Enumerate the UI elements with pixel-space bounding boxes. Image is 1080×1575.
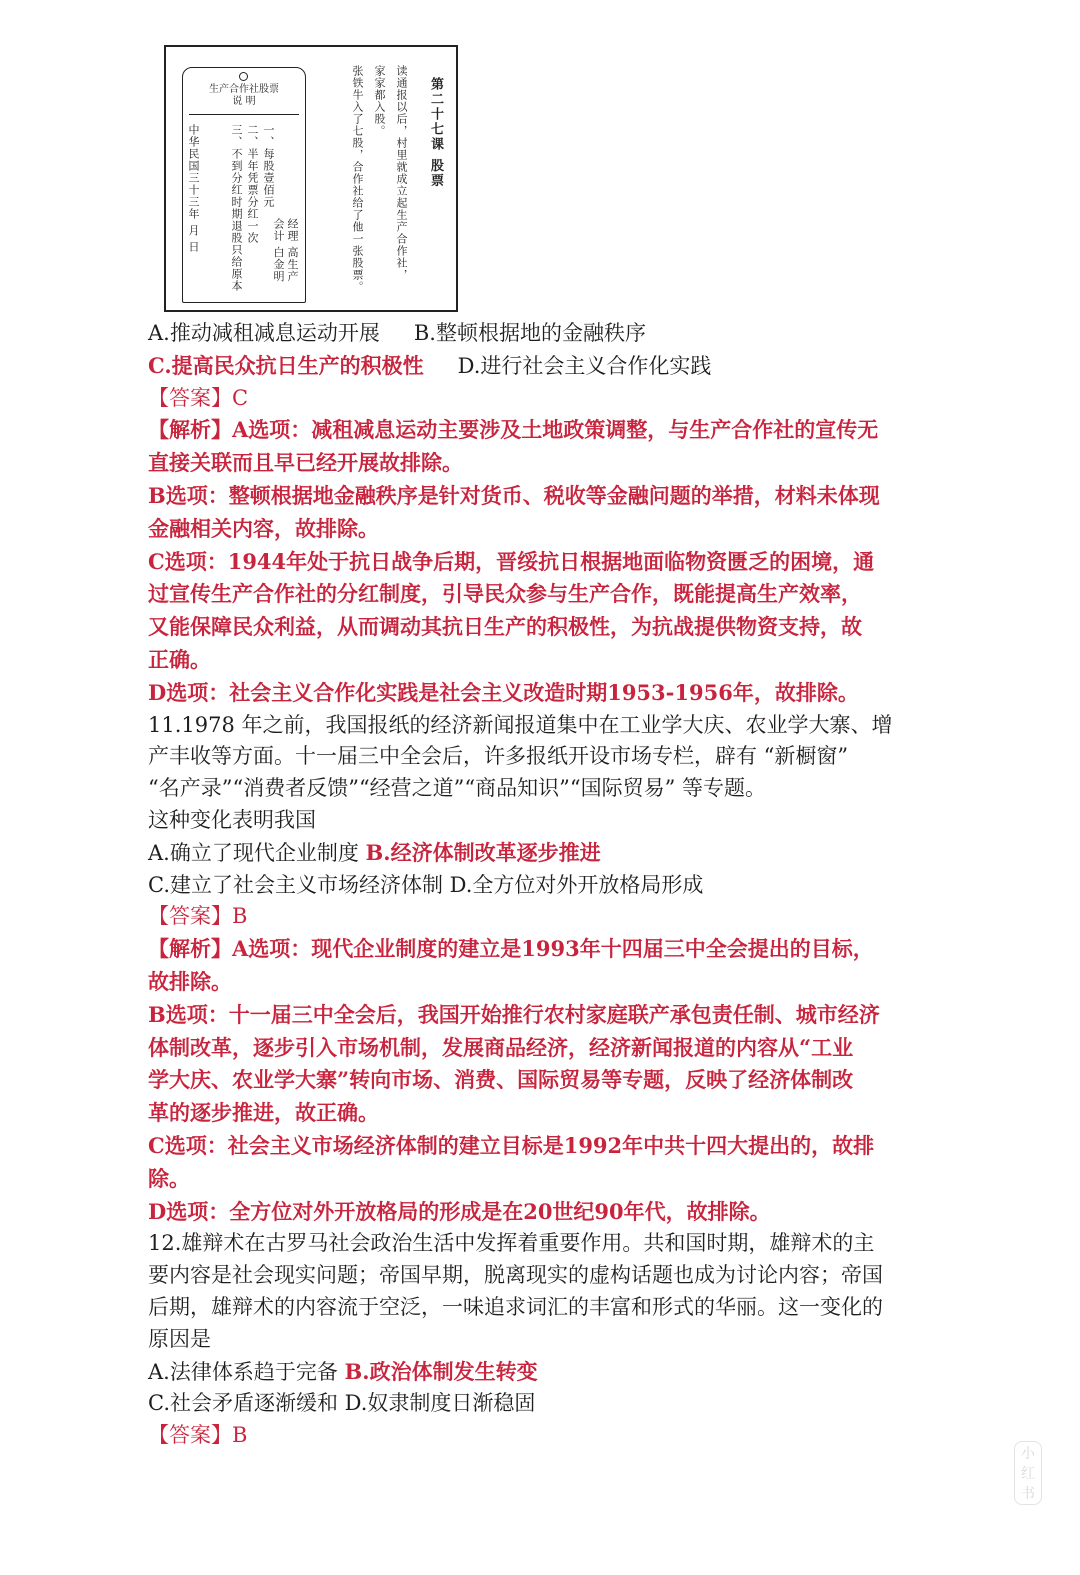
text-line — [148, 805, 1008, 837]
text-segment: 除。 — [148, 1165, 190, 1191]
stock-ticket — [182, 67, 306, 303]
text-line — [148, 1388, 1008, 1420]
text-segment: 【答案】B — [148, 904, 248, 929]
text-line — [148, 1130, 1008, 1163]
text-line — [148, 870, 1008, 902]
text-segment: C.提高民众抗日生产的积极性 — [148, 352, 424, 378]
text-line — [148, 1420, 1008, 1452]
text-segment: C选项：社会主义市场经济体制的建立目标是1992年中共十四大提出的，故排 — [148, 1132, 875, 1158]
text-segment: D选项：全方位对外开放格局的形成是在20世纪90年代，故排除。 — [148, 1198, 771, 1224]
text-segment: A.确立了现代企业制度 — [148, 840, 366, 865]
text-line — [148, 1260, 1008, 1292]
text-line — [148, 383, 1008, 415]
text-line — [148, 578, 1008, 611]
text-line — [148, 644, 1008, 677]
text-segment: 故排除。 — [148, 968, 232, 994]
text-line — [148, 837, 1008, 870]
text-line — [148, 1356, 1008, 1389]
text-segment: B选项：十一届三中全会后，我国开始推行农村家庭联产承包责任制、城市经济 — [148, 1001, 880, 1027]
lesson-line: 张铁牛入了七股，合作社给了他一张股票。 — [351, 65, 364, 293]
watermark-badge: 小红书 — [1014, 1441, 1042, 1505]
text-segment: C.社会矛盾逐渐缓和 D.奴隶制度日渐稳固 — [148, 1391, 536, 1416]
text-segment: D选项：社会主义合作化实践是社会主义改造时期1953-1956年，故排除。 — [148, 679, 859, 705]
text-segment: 正确。 — [148, 646, 211, 672]
text-segment: 又能保障民众利益，从而调动其抗日生产的积极性，为抗战提供物资支持，故 — [148, 614, 862, 640]
text-segment: A.推动减租减息运动开展 — [148, 321, 380, 345]
text-segment: C选项：1944年处于抗日战争后期，晋绥抗日根据地面临物资匮乏的困境，通 — [148, 548, 875, 574]
ticket-subtitle: 说 明 — [232, 96, 256, 107]
ticket-header — [183, 84, 305, 108]
text-segment: B.经济体制改革逐步推进 — [365, 839, 601, 865]
text-segment: 革的逐步推进，故正确。 — [148, 1100, 379, 1126]
text-line — [148, 513, 1008, 546]
text-segment: D.进行社会主义合作化实践 — [457, 353, 712, 378]
exam-content — [148, 318, 1008, 1452]
lesson-title: 第二十七课 股票 — [428, 77, 443, 189]
text-segment: 原因是 — [148, 1326, 211, 1351]
text-segment: 这种变化表明我国 — [148, 807, 316, 832]
ticket-date: 中华民国三十三年 月 日 — [187, 124, 200, 253]
text-line — [148, 1196, 1008, 1229]
text-segment: 学大庆、农业学大寨”转向市场、消费、国际贸易等专题，反映了经济体制改 — [148, 1067, 854, 1093]
ticket-hole — [239, 72, 248, 81]
ticket-line: 三、不到分红时期退股只给原本 — [230, 124, 243, 292]
text-line — [148, 1097, 1008, 1130]
ticket-line: 会计 白金明 — [272, 218, 285, 283]
text-segment: 11.1978 年之前，我国报纸的经济新闻报道集中在工业学大庆、农业学大寨、增 — [148, 712, 893, 737]
text-segment: 体制改革，逐步引入市场机制，发展商品经济，经济新闻报道的内容从“工业 — [148, 1034, 854, 1060]
text-segment: 【解析】A选项：现代企业制度的建立是1993年十四届三中全会提出的目标， — [148, 936, 874, 962]
ticket-title: 生产合作社股票 — [209, 84, 279, 95]
lesson-line: 家家都入股。 — [373, 65, 386, 137]
text-line — [148, 741, 1008, 773]
text-segment: 过宣传生产合作社的分红制度，引导民众参与生产合作，既能提高生产效率， — [148, 581, 862, 607]
text-line — [148, 1032, 1008, 1065]
text-segment: 要内容是社会现实问题；帝国早期，脱离现实的虚构话题也成为讨论内容；帝国 — [148, 1263, 883, 1288]
text-segment: B.整顿根据地的金融秩序 — [413, 321, 646, 345]
text-line — [148, 999, 1008, 1032]
text-line — [148, 318, 1008, 350]
text-segment: 金融相关内容，故排除。 — [148, 515, 379, 541]
text-segment: A.法律体系趋于完备 — [148, 1359, 345, 1384]
text-segment: B选项：整顿根据地金融秩序是针对货币、税收等金融问题的举措，材料未体现 — [148, 482, 880, 508]
text-line — [148, 1064, 1008, 1097]
text-line — [148, 1324, 1008, 1356]
text-segment: 【解析】A选项：减租减息运动主要涉及土地政策调整，与生产合作社的宣传无 — [148, 417, 879, 443]
text-line — [148, 546, 1008, 579]
text-line — [148, 1292, 1008, 1324]
ticket-line: 二、半年凭票分红一次 — [246, 124, 259, 244]
text-line — [148, 1228, 1008, 1260]
ticket-divider — [189, 114, 299, 115]
text-line — [148, 677, 1008, 710]
lesson-line: 读通报以后，村里就成立起生产合作社， — [395, 65, 408, 281]
text-line — [148, 480, 1008, 513]
text-segment: 【答案】B — [148, 1423, 248, 1448]
stock-certificate-figure — [164, 45, 458, 312]
text-segment: C.建立了社会主义市场经济体制 D.全方位对外开放格局形成 — [148, 872, 704, 897]
text-line — [148, 773, 1008, 805]
text-segment: B.政治体制发生转变 — [344, 1358, 538, 1384]
text-line — [148, 933, 1008, 966]
text-line — [148, 350, 1008, 383]
text-segment: 产丰收等方面。十一届三中全会后，许多报纸开设市场专栏，辟有 “新橱窗” — [148, 744, 849, 769]
text-line — [148, 611, 1008, 644]
text-segment: “名产录”“消费者反馈”“经营之道”“商品知识”“国际贸易” 等专题。 — [148, 776, 767, 801]
text-line — [148, 447, 1008, 480]
text-line — [148, 710, 1008, 742]
text-segment: 【答案】C — [148, 385, 249, 410]
text-line — [148, 966, 1008, 999]
text-line — [148, 414, 1008, 447]
text-segment: 12.雄辩术在古罗马社会政治生活中发挥着重要作用。共和国时期，雄辩术的主 — [148, 1231, 875, 1256]
text-line — [148, 1163, 1008, 1196]
ticket-line: 经理 高生产 — [286, 218, 299, 283]
text-segment: 后期，雄辩术的内容流于空泛，一味追求词汇的丰富和形式的华丽。这一变化的 — [148, 1294, 883, 1319]
ticket-line: 一、每股壹佰元 — [262, 124, 275, 208]
text-line — [148, 901, 1008, 933]
text-segment: 直接关联而且早已经开展故排除。 — [148, 450, 463, 476]
